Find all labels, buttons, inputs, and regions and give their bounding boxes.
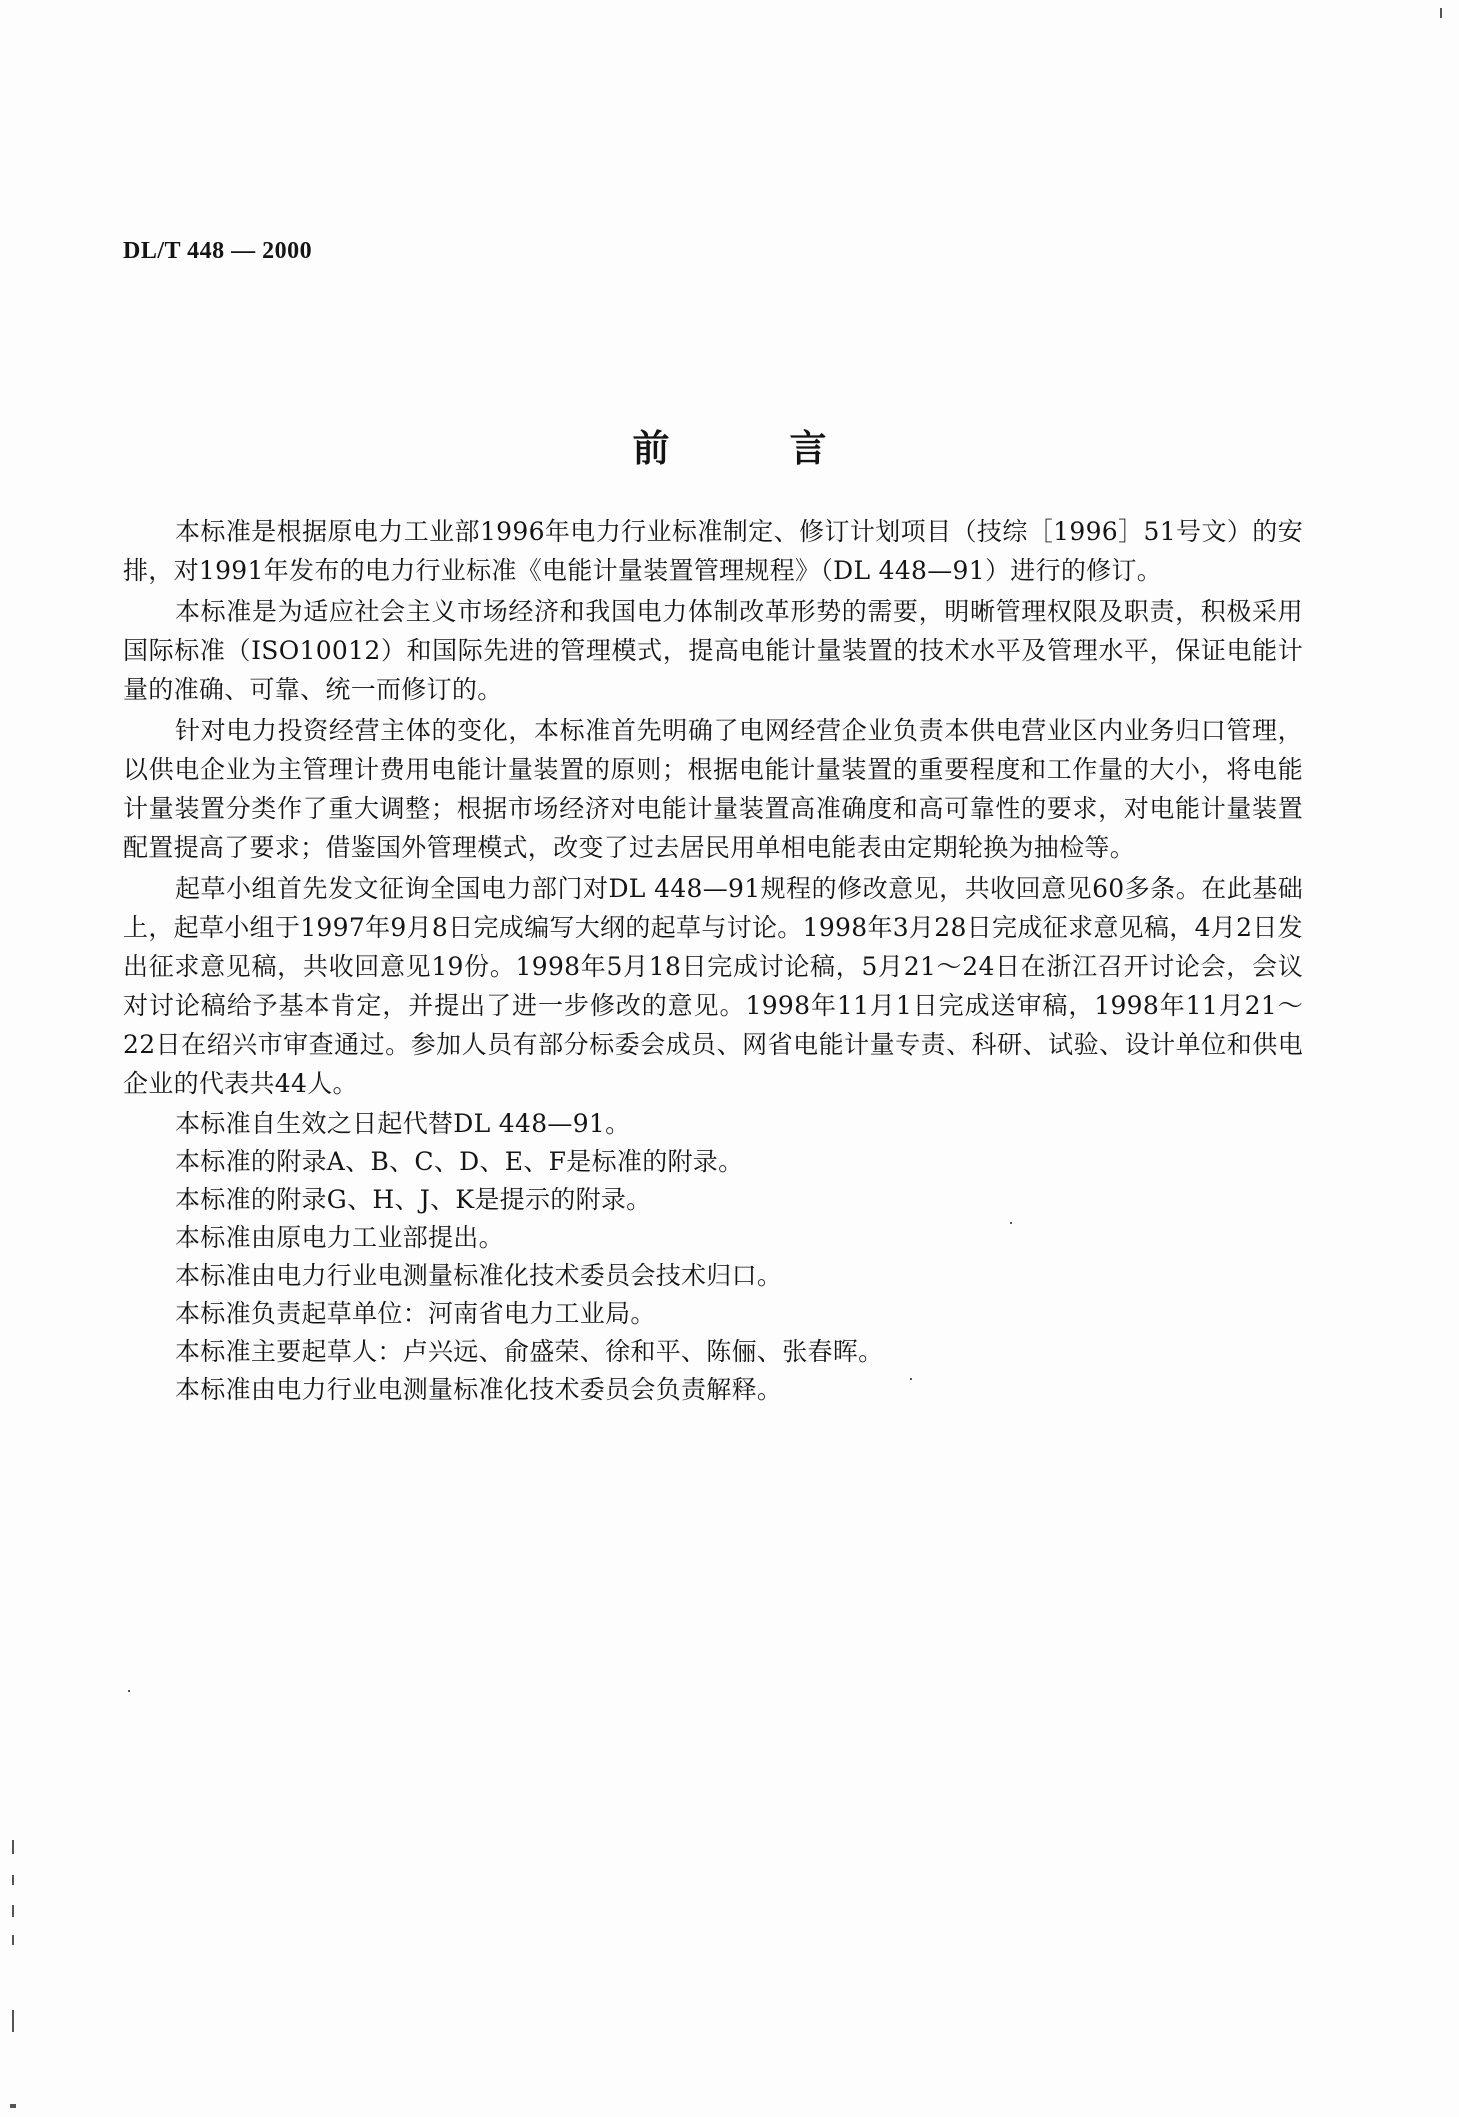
foreword-body bbox=[123, 512, 1303, 1409]
paragraph: 本标准负责起草单位：河南省电力工业局。 bbox=[175, 1299, 656, 1328]
paragraph: 起草小组首先发文征询全国电力部门对DL 448—91规程的修改意见，共收回意见60多条。在此基础上，起草小组于1997年9月8日完成编写大纲的起草与讨论。1998年3月28日完成征求意见稿，4月2日发出征求意见稿，共收回意见19份。1998年5月18日完成讨论稿，5月21～24日在浙江召开讨论会，会议对讨论稿给予基本肯定，并提出了进一步修改的意见。1998年11月1日完成送审稿，1998年11月21～22日在绍兴市审查通过。参加人员有部分标委会成员、网省电能计量专责、科研、试验、设计单位和供电企业的代表共44人。 bbox=[123, 874, 1303, 1098]
paragraph: 针对电力投资经营主体的变化，本标准首先明确了电网经营企业负责本供电营业区内业务归口管理，以供电企业为主管理计费用电能计量装置的原则；根据电能计量装置的重要程度和工作量的大小，将电能计量装置分类作了重大调整；根据市场经济对电能计量装置高准确度和高可靠性的要求，对电能计量装置配置提高了要求；借鉴国外管理模式，改变了过去居民用单相电能表由定期轮换为抽检等。 bbox=[123, 716, 1303, 862]
scan-mark bbox=[1010, 1222, 1012, 1224]
scan-mark bbox=[10, 2104, 16, 2108]
paragraph: 本标准是为适应社会主义市场经济和我国电力体制改革形势的需要，明晰管理权限及职责，积极采用国际标准（ISO10012）和国际先进的管理模式，提高电能计量装置的技术水平及管理水平，保证电能计量的准确、可靠、统一而修订的。 bbox=[123, 597, 1303, 704]
scan-mark bbox=[12, 1905, 14, 1917]
page-title: 前言 bbox=[632, 426, 947, 470]
scan-mark bbox=[128, 1690, 130, 1692]
paragraph: 本标准自生效之日起代替DL 448—91。 bbox=[175, 1109, 631, 1138]
paragraph: 本标准的附录G、H、J、K是提示的附录。 bbox=[175, 1185, 652, 1214]
standard-code: DL/T 448 — 2000 bbox=[123, 238, 313, 264]
scan-mark bbox=[12, 1840, 14, 1854]
scan-mark bbox=[12, 1875, 14, 1885]
paragraph: 本标准由电力行业电测量标准化技术委员会技术归口。 bbox=[175, 1261, 783, 1290]
paragraph: 本标准是根据原电力工业部1996年电力行业标准制定、修订计划项目（技综［1996］51号文）的安排，对1991年发布的电力行业标准《电能计量装置管理规程》（DL 448—91）进行的修订。 bbox=[123, 517, 1303, 585]
paragraph: 本标准由原电力工业部提出。 bbox=[175, 1223, 504, 1252]
scan-mark bbox=[1440, 8, 1442, 18]
scan-mark bbox=[12, 2010, 14, 2032]
paragraph: 本标准由电力行业电测量标准化技术委员会负责解释。 bbox=[175, 1375, 783, 1404]
scan-mark bbox=[910, 1378, 912, 1380]
paragraph: 本标准的附录A、B、C、D、E、F是标准的附录。 bbox=[175, 1147, 744, 1176]
paragraph: 本标准主要起草人：卢兴远、俞盛荣、徐和平、陈俪、张春晖。 bbox=[175, 1337, 884, 1366]
scan-mark bbox=[12, 1935, 14, 1945]
